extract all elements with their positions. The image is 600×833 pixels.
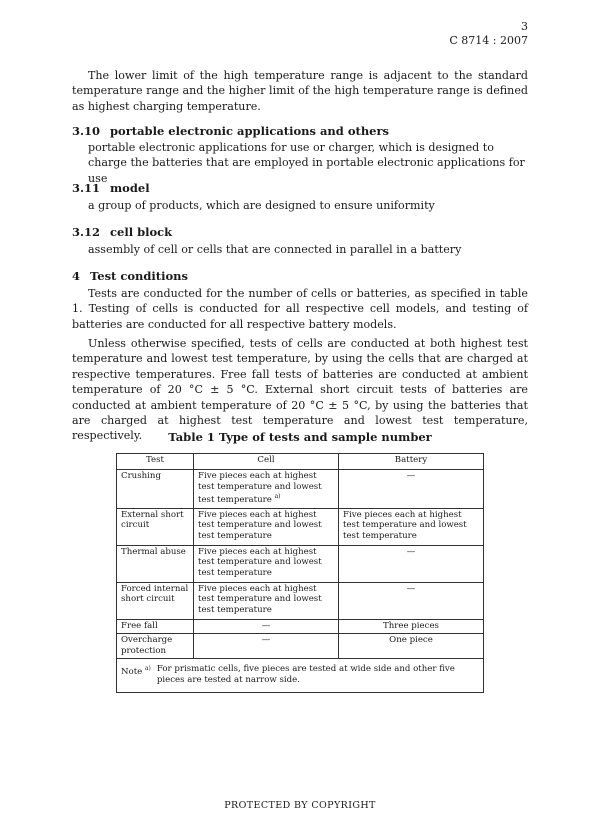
tests-table	[116, 453, 484, 693]
section-3-10-text: portable electronic applications for use or charger, which is designed to charge the batteries that are employed in portable electronic applications for use	[88, 141, 525, 185]
page-number: 3	[521, 20, 528, 33]
note-label-text: Note	[121, 667, 143, 678]
cell-value: Five pieces each at highest test temperature and lowest test temperature	[194, 545, 339, 582]
section-title: model	[110, 181, 150, 195]
battery-value: —	[339, 470, 484, 509]
section-3-11-heading	[72, 181, 150, 195]
table-header-row	[117, 454, 484, 470]
footnote-marker: a)	[274, 493, 281, 501]
section-3-12-heading	[72, 225, 172, 239]
document-code: C 8714 : 2007	[449, 34, 528, 47]
section-number: 3.12	[72, 225, 101, 239]
cell-value: —	[194, 634, 339, 659]
note-marker: a)	[144, 665, 151, 673]
section-3-12-text: assembly of cell or cells that are connected in parallel in a battery	[88, 243, 462, 256]
section-number: 3.11	[72, 181, 101, 195]
cell-value: —	[194, 619, 339, 634]
table-row	[117, 582, 484, 619]
section-title: Test conditions	[90, 269, 188, 283]
table-row	[117, 634, 484, 659]
section-title: cell block	[110, 225, 173, 239]
test-name: Crushing	[117, 470, 194, 509]
header-cell: Cell	[194, 454, 339, 470]
battery-value: —	[339, 545, 484, 582]
copyright-footer: PROTECTED BY COPYRIGHT	[224, 800, 376, 811]
battery-value: Three pieces	[339, 619, 484, 634]
intro-paragraph: The lower limit of the high temperature range is adjacent to the standard temperature range and the higher limit of the high temperature range is defined as highest charging temperature.	[72, 69, 528, 113]
cell-value	[194, 470, 339, 509]
cell-value: Five pieces each at highest test temperature and lowest test temperature	[194, 508, 339, 545]
cell-text: Five pieces each at highest test temperature and lowest test temperature	[198, 471, 322, 506]
test-name: External short circuit	[117, 508, 194, 545]
section-number: 4	[72, 269, 81, 283]
section-3-11-text: a group of products, which are designed to ensure uniformity	[88, 199, 435, 212]
battery-value: One piece	[339, 634, 484, 659]
test-name: Forced internal short circuit	[117, 582, 194, 619]
cell-value: Five pieces each at highest test temperature and lowest test temperature	[194, 582, 339, 619]
table-row	[117, 545, 484, 582]
section-4-paragraph-1: Tests are conducted for the number of cells or batteries, as specified in table 1. Testing of cells is conducted for all respective cell models, and testing of batteries are conducted for all respective battery models.	[72, 287, 528, 331]
table-note-row	[117, 659, 484, 692]
section-title: portable electronic applications and others	[110, 124, 390, 138]
test-name: Free fall	[117, 619, 194, 634]
note-text: For prismatic cells, five pieces are tested at wide side and other five pieces are tested at narrow side.	[156, 664, 455, 686]
table-row	[117, 470, 484, 509]
section-4-paragraph-2: Unless otherwise specified, tests of cells are conducted at both highest test temperature and lowest test temperature, by using the cells that are charged at respective temperatures. Free fall tests of batteries are conducted at ambient temperature of 20 °C ± 5 °C. External short circuit tests of batteries are conducted at ambient temperature of 20 °C ± 5 °C, by using the batteries that are charged at highest test temperature and lowest test temperature, respectively.	[72, 337, 528, 443]
section-4-heading	[72, 269, 188, 283]
battery-value: —	[339, 582, 484, 619]
table-note	[117, 659, 484, 692]
table-title: Table 1 Type of tests and sample number	[168, 430, 432, 444]
section-number: 3.10	[72, 124, 101, 138]
header-battery: Battery	[339, 454, 484, 470]
table-row	[117, 508, 484, 545]
table-row	[117, 619, 484, 634]
test-name: Overcharge protection	[117, 634, 194, 659]
battery-value: Five pieces each at highest test temperature and lowest test temperature	[339, 508, 484, 545]
test-name: Thermal abuse	[117, 545, 194, 582]
note-label	[121, 664, 151, 685]
header-test: Test	[117, 454, 194, 470]
section-3-10-heading	[72, 124, 389, 138]
